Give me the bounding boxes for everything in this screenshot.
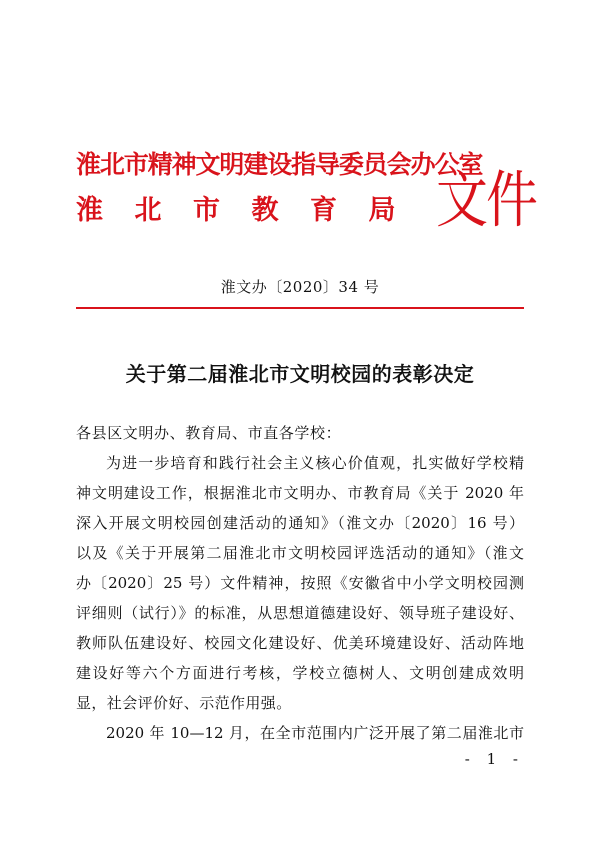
document-title: 关于第二届淮北市文明校园的表彰决定 [125, 362, 475, 386]
page-number: - 1 - [464, 750, 524, 768]
paragraph-2-line: 2020 年 10—12 月，在全市范围内广泛开展了第二届淮北市 [106, 724, 524, 742]
paragraph-1-line: 神文明建设工作，根据淮北市文明办、市教育局《关于 2020 年 [76, 484, 524, 502]
document-number: 淮文办〔2020〕34 号 [220, 278, 380, 296]
paragraph-1-line: 显，社会评价好、示范作用强。 [76, 694, 292, 712]
paragraph-1-line: 建设好等六个方面进行考核，学校立德树人、文明创建成效明 [76, 664, 524, 682]
issuer-line-education-bureau: 淮北市教育局 [76, 195, 427, 226]
red-divider-line [76, 307, 524, 309]
paragraph-1-line: 为进一步培育和践行社会主义核心价值观，扎实做好学校精 [106, 454, 524, 472]
paragraph-1-line: 评细则（试行）》的标准，从思想道德建设好、领导班子建设好、 [76, 604, 524, 622]
salutation: 各县区文明办、教育局、市直各学校： [76, 424, 342, 442]
paragraph-1-line: 教师队伍建设好、校园文化建设好、优美环境建设好、活动阵地 [76, 634, 524, 652]
issuer-line-civilization-office: 淮北市精神文明建设指导委员会办公室 [76, 150, 483, 179]
paragraph-1-line: 以及《关于开展第二届淮北市文明校园评选活动的通知》（淮文 [76, 544, 524, 562]
document-type-label: 文件 [436, 165, 537, 237]
paragraph-1-line: 深入开展文明校园创建活动的通知》（淮文办〔2020〕16 号） [76, 514, 524, 532]
paragraph-1-line: 办〔2020〕25 号）文件精神，按照《安徽省中小学文明校园测 [76, 574, 524, 592]
